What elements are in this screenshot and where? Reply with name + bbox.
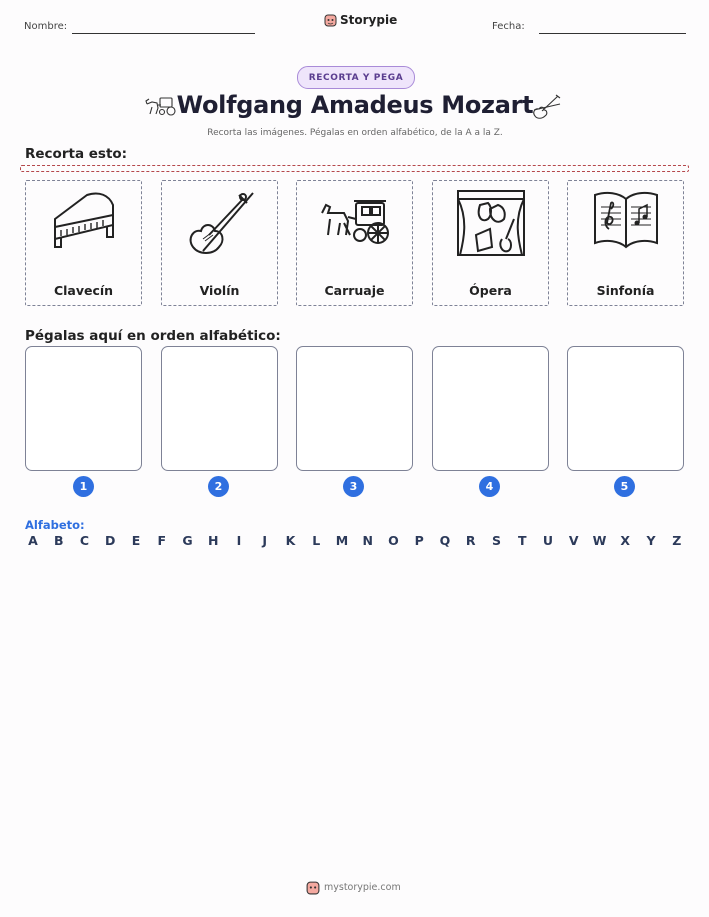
date-field[interactable] <box>539 33 686 34</box>
paste-slot-1[interactable] <box>25 346 142 471</box>
violin-icon <box>183 189 258 261</box>
alphabet-letter: S <box>491 533 501 548</box>
cut-card-violin[interactable] <box>161 180 278 306</box>
activity-badge: RECORTA Y PEGA <box>297 66 415 89</box>
name-field[interactable] <box>72 33 255 34</box>
alphabet-letter: F <box>157 533 167 548</box>
alphabet-letter: G <box>182 533 193 548</box>
alphabet-letter: W <box>592 533 607 548</box>
carriage-icon <box>318 189 393 257</box>
cut-card-clavecin[interactable] <box>25 180 142 306</box>
card-label: Clavecín <box>53 283 114 298</box>
violin-icon <box>530 92 564 120</box>
slot-number: 3 <box>343 476 364 497</box>
paste-slot-2[interactable] <box>161 346 278 471</box>
alphabet-letter: K <box>285 533 296 548</box>
storypie-logo-icon <box>306 880 320 895</box>
alphabet-letter: J <box>262 533 268 548</box>
alphabet-letter: U <box>542 533 554 548</box>
cut-card-sinfonia[interactable] <box>567 180 684 306</box>
card-label: Carruaje <box>324 283 385 298</box>
alphabet-letter: E <box>131 533 141 548</box>
slot-number: 5 <box>614 476 635 497</box>
alphabet-letter: N <box>362 533 373 548</box>
brand-logo <box>324 13 397 27</box>
cut-card-carruaje[interactable] <box>296 180 413 306</box>
alphabet-letter: A <box>28 533 38 548</box>
alphabet-letter: H <box>208 533 219 548</box>
sheet-music-icon <box>589 189 664 253</box>
alphabet-letter: T <box>517 533 527 548</box>
alphabet-letter: Y <box>646 533 656 548</box>
alphabet-letter: B <box>53 533 64 548</box>
alphabet-letter: L <box>312 533 321 548</box>
slot-number: 2 <box>208 476 229 497</box>
harpsichord-icon <box>47 189 122 257</box>
slot-number: 4 <box>479 476 500 497</box>
name-label: Nombre: <box>24 21 68 32</box>
card-label: Sinfonía <box>596 283 655 298</box>
date-label: Fecha: <box>492 21 525 32</box>
cut-card-opera[interactable] <box>432 180 549 306</box>
alphabet-letter: Q <box>439 533 451 548</box>
alphabet-letter: X <box>620 533 631 548</box>
alphabet-row <box>25 533 685 548</box>
alphabet-letter: C <box>79 533 90 548</box>
alphabet-letter: D <box>105 533 116 548</box>
storypie-logo-icon <box>324 13 337 27</box>
opera-icon <box>454 189 529 259</box>
instructions: Recorta las imágenes. Pégalas en orden alfabético, de la A a la Z. <box>207 128 503 138</box>
footer <box>306 880 401 895</box>
card-label: Ópera <box>469 283 512 298</box>
paste-slot-5[interactable] <box>567 346 684 471</box>
alphabet-letter: R <box>465 533 476 548</box>
alphabet-heading: Alfabeto: <box>25 518 85 532</box>
alphabet-letter: Z <box>672 533 682 548</box>
cut-line <box>20 165 689 172</box>
paste-heading: Pégalas aquí en orden alfabético: <box>25 328 281 344</box>
paste-slot-3[interactable] <box>296 346 413 471</box>
alphabet-letter: M <box>335 533 349 548</box>
slot-number: 1 <box>73 476 94 497</box>
alphabet-letter: I <box>236 533 242 548</box>
cut-heading: Recorta esto: <box>25 146 128 162</box>
alphabet-letter: O <box>388 533 399 548</box>
paste-slot-4[interactable] <box>432 346 549 471</box>
alphabet-letter: P <box>414 533 424 548</box>
card-label: Violín <box>199 283 240 298</box>
page-title: Wolfgang Amadeus Mozart <box>176 91 534 119</box>
alphabet-letter: V <box>568 533 579 548</box>
brand-name: Storypie <box>340 13 398 27</box>
footer-url[interactable]: mystorypie.com <box>324 882 401 893</box>
